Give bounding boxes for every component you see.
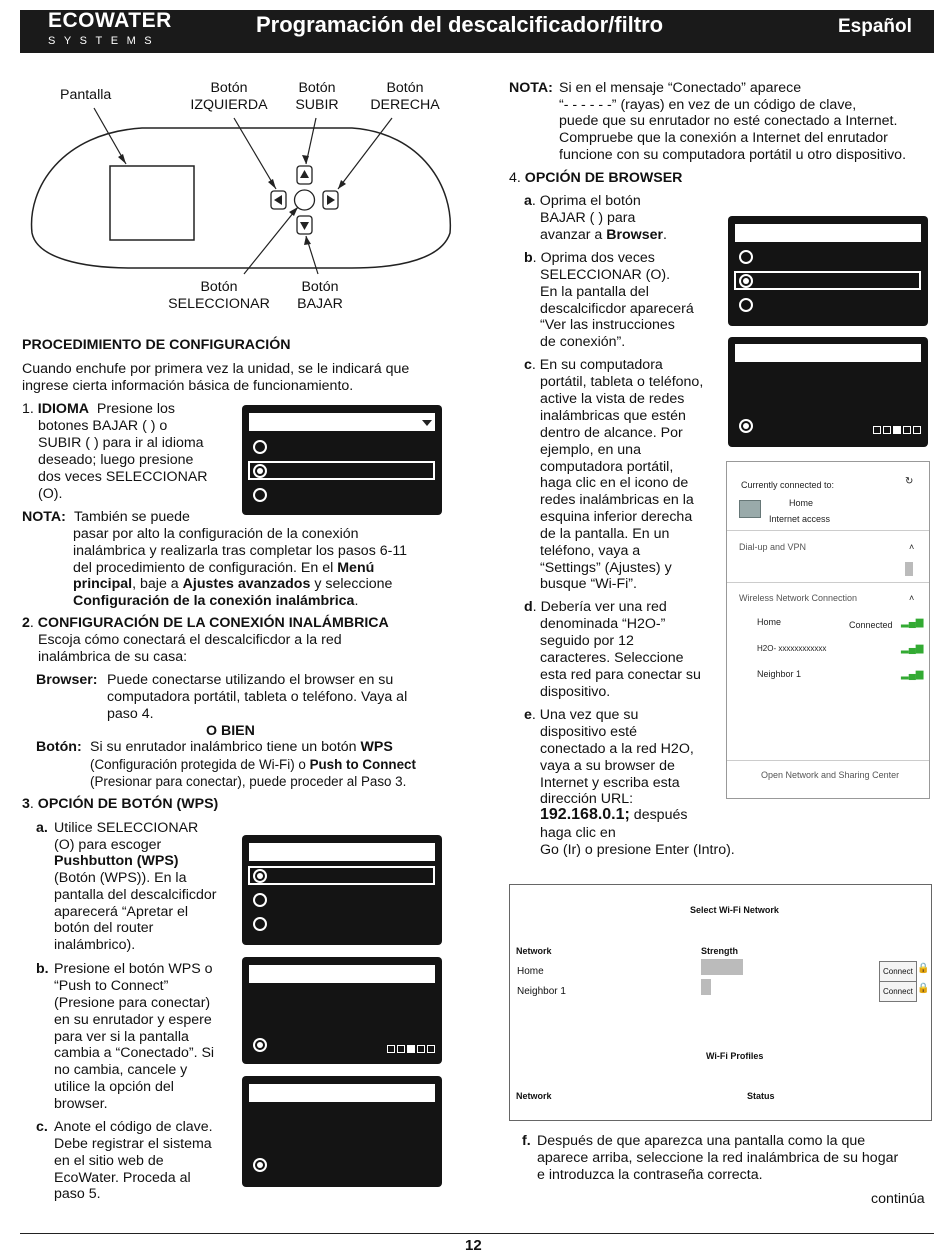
browser-line: Puede conectarse utilizando el browser en su [107,672,394,688]
step-4d-line: esta red para conectar su [540,667,701,683]
step-4c-line: portátil, tableta o teléfono, [540,374,704,390]
step-3c-label: c. [36,1119,48,1135]
connected-to-label: Currently connected to: [741,480,835,490]
step-3a-line: (Botón (WPS)). En la [54,870,187,886]
screen-wps-code [242,1076,442,1187]
screen-title-bar [249,413,435,431]
radio-selected-icon [739,419,753,433]
col-status: Status [747,1091,775,1101]
step-3a-bold: Pushbutton (WPS) [54,853,179,869]
col-network: Network [516,946,552,956]
footer-divider [20,1233,934,1234]
nota-line: inalámbrica y realizarla tras completar los pasos 6-11 [73,543,408,559]
boton-line: Si su enrutador inalámbrico tiene un botón WPS [90,739,393,755]
step-4c-line: de la pantalla. En un [540,526,670,542]
nota-right-line: Si en el mensaje “Conectado” aparece [559,80,802,96]
selection-box [248,461,435,480]
step-4e-line: Internet y escriba esta [540,775,680,791]
wifi-row-home[interactable]: Home [517,966,544,977]
selection-box [248,866,435,885]
boton-line: (Configuración protegida de Wi-Fi) o Push to Connect [90,757,416,772]
page-header [20,10,934,53]
label-seleccionar-2: SELECCIONAR [168,296,270,312]
screen-wps-waiting [242,957,442,1064]
current-network-name: Home [789,498,814,508]
brand-logo: ECOWATER [48,9,172,32]
step-4d-line: dispositivo. [540,684,611,700]
radio-icon [739,298,753,312]
step-3a-line: Utilice SELECCIONAR [54,820,199,836]
internet-access-label: Internet access [769,514,831,524]
refresh-icon[interactable]: ↻ [905,476,914,487]
step-4c: c. En su computadora [524,357,663,373]
step-3b-line: (Presione para conectar) [54,995,211,1011]
step-4f-line: aparece arriba, seleccione la red inalámbrica de su hogar [537,1150,899,1166]
radio-selected-icon [253,1158,267,1172]
radio-selected-icon [739,274,753,288]
step-4d-line: seguido por 12 [540,633,634,649]
radio-selected-icon [253,869,267,883]
boton-label: Botón: [36,739,82,755]
step-4c-line: teléfono, vaya a [540,543,641,559]
strength-bar [701,979,711,995]
step-2-heading: 2. CONFIGURACIÓN DE LA CONEXIÓN INALÁMBRICA [22,615,389,631]
step-4d-line: denominada “H2O-” [540,616,666,632]
signal-strength-secured-icon: ▂▄▆ [901,669,924,680]
screen-browser-option [728,216,928,326]
step-3b-label: b. [36,961,49,977]
step-3c-line: Debe registrar el sistema [54,1136,212,1152]
label-bajar-2: BAJAR [297,296,343,312]
wifi-row-neighbor[interactable]: Neighbor 1 [517,986,566,997]
brand-logo-sub: SYSTEMS [48,35,161,47]
step-2-line: Escoja cómo conectará el descalcificdor a la red [38,632,342,648]
selection-box [734,271,921,290]
browser-line: computadora portátil, tableta o teléfono. Vaya al [107,689,408,705]
intro-line-2: ingrese cierta información básica de funcionamiento. [22,378,354,394]
step-4c-line: ejemplo, en una [540,442,641,458]
label-derecha-2: DERECHA [370,97,440,113]
step-3a-line: (O) para escoger [54,837,162,853]
lock-icon: 🔒 [917,983,930,994]
step-4e-url: 192.168.0.1; después [540,806,688,823]
divider [727,530,929,531]
step-4f-label: f. [522,1133,531,1149]
radio-icon [253,893,267,907]
step-3b-line: para ver si la pantalla [54,1029,189,1045]
progress-dots-icon [385,1041,435,1058]
step-4e-line: conectado a la red H2O, [540,741,694,757]
nota-right-line: puede que su enrutador no esté conectado a Internet. [559,113,898,129]
nota-line: Configuración de la conexión inalámbrica. [73,593,359,609]
browser-label: Browser: [36,672,98,688]
wifi-network-home[interactable]: Home [757,617,782,627]
step-3b-line: “Push to Connect” [54,978,169,994]
step-3b-line: browser. [54,1096,108,1112]
windows-network-popup [726,461,930,799]
col-network-profiles: Network [516,1091,552,1101]
step-4d-line: caracteres. Seleccione [540,650,684,666]
nota-right-line: funcione con su computadora portátil u otro dispositivo. [559,147,907,163]
boton-line: (Presionar para conectar), puede proceder al Paso 3. [90,774,407,789]
connected-status: Connected [849,620,893,630]
o-bien: O BIEN [206,723,255,739]
step-3b-line: Presione el botón WPS o [54,961,213,977]
step-4c-line: haga clic en el icono de [540,475,689,491]
screen-title-bar [249,843,435,861]
screen-title-bar [249,965,435,983]
screen-title-bar [735,344,921,362]
page-number: 12 [465,1237,482,1254]
progress-dots-icon [871,422,921,439]
screen-wps [242,835,442,945]
step-1-line: botones BAJAR ( ) o [38,418,168,434]
step-4b-line: En la pantalla del [540,284,649,300]
step-4c-line: busque “Wi-Fi”. [540,576,637,592]
step-4d: d. Debería ver una red [524,599,667,615]
nota-right-line: Compruebe que la conexión a Internet del enrutador [559,130,888,146]
step-1-line: dos veces SELECCIONAR [38,469,208,485]
nota-line: del procedimiento de configuración. En el Menú [73,560,375,576]
step-3a-line: inalámbrico). [54,937,136,953]
lock-icon: 🔒 [917,963,930,974]
step-4c-line: esquina inferior derecha [540,509,693,525]
radio-icon [253,488,267,502]
step-4e-line: haga clic en [540,825,616,841]
step-4b-line: de conexión”. [540,334,626,350]
divider [727,760,929,761]
step-4e-line: Go (Ir) o presione Enter (Intro). [540,842,735,858]
nota-right-label: NOTA: [509,80,553,96]
label-pantalla: Pantalla [60,87,112,103]
step-3c-line: EcoWater. Proceda al [54,1170,191,1186]
label-izquierda-1: Botón [210,80,248,96]
network-computer-icon [739,500,761,518]
step-4c-line: computadora portátil, [540,459,674,475]
divider [727,582,929,583]
page-title: Programación del descalcificador/filtro [256,12,664,37]
wifi-network-h2o[interactable]: H2O- xxxxxxxxxxxx [757,644,827,653]
wireless-section[interactable]: Wireless Network Connection [739,593,858,603]
browser-wifi-page [509,884,932,1121]
step-4e-line: vaya a su browser de [540,758,675,774]
step-4c-line: dentro de alcance. Por [540,425,683,441]
browser-line: paso 4. [107,706,154,722]
screen-title-bar [249,1084,435,1102]
step-4c-line: active la vista de redes [540,391,685,407]
vpn-icon [905,562,913,576]
nota-right-line: “- - - - - -” (rayas) en vez de un código de clave, [559,97,857,113]
network-sharing-link[interactable]: Open Network and Sharing Center [761,770,900,780]
step-3c-line: Anote el código de clave. [54,1119,213,1135]
chevron-up-icon[interactable]: ˄ [909,593,915,603]
step-3b-line: en su enrutador y espere [54,1012,212,1028]
step-1-heading: 1. IDIOMA Presione los [22,401,175,417]
step-4b-line: descalcificdor aparecerá [540,301,694,317]
wifi-page-title: Select Wi-Fi Network [690,905,779,915]
screen-connection-instructions [728,337,928,447]
label-izquierda-2: IZQUIERDA [190,97,268,113]
step-3a-label: a. [36,820,48,836]
step-4e-line: dirección URL: [540,791,634,807]
screen-title-bar [735,224,921,242]
radio-selected-icon [253,464,267,478]
step-1-line: deseado; luego presione [38,452,194,468]
nota-line: También se puede [74,509,190,525]
label-seleccionar-1: Botón [200,279,238,295]
step-4a-line: avanzar a Browser. [540,227,667,243]
step-4b-line: “Ver las instrucciones [540,317,675,333]
label-derecha-1: Botón [386,80,424,96]
step-1-line: SUBIR ( ) para ir al idioma [38,435,204,451]
step-3a-line: aparecerá “Apretar el [54,904,189,920]
wifi-profiles-title: Wi-Fi Profiles [706,1051,764,1061]
continua-label: continúa [871,1191,925,1207]
step-4f-line: Después de que aparezca una pantalla como la que [537,1133,866,1149]
step-1-line: (O). [38,486,63,502]
step-4b: b. Oprima dos veces [524,250,655,266]
strength-bar [701,959,743,975]
step-4b-line: SELECCIONAR (O). [540,267,671,283]
section-title-procedimiento: PROCEDIMIENTO DE CONFIGURACIÓN [22,337,291,353]
nota-line: pasar por alto la configuración de la conexión [73,526,359,542]
radio-icon [253,917,267,931]
language-label: Español [838,16,912,37]
label-bajar-1: Botón [301,279,339,295]
step-4a-line: BAJAR ( ) para [540,210,636,226]
wifi-network-neighbor[interactable]: Neighbor 1 [757,669,802,679]
nota-label: NOTA: [22,509,66,525]
step-3b-line: utilice la opción del [54,1079,174,1095]
step-4a: a. Oprima el botón [524,193,641,209]
step-3c-line: en el sitio web de [54,1153,164,1169]
intro-line-1: Cuando enchufe por primera vez la unidad, se le indicará que [22,361,410,377]
step-3a-line: botón del router [54,920,154,936]
step-3-heading: 3. OPCIÓN DE BOTÓN (WPS) [22,796,219,812]
dropdown-arrow-icon [422,419,432,427]
step-4c-line: inalámbricas que estén [540,408,686,424]
label-subir-2: SUBIR [295,97,339,113]
step-3a-line: pantalla del descalcificdor [54,887,217,903]
step-2-line: inalámbrica de su casa: [38,649,188,665]
connect-button[interactable]: Connect [879,961,917,982]
screen-idioma [242,405,442,515]
radio-icon [739,250,753,264]
connect-button[interactable]: Connect [879,981,917,1002]
step-4c-line: “Settings” (Ajustes) y [540,560,672,576]
step-4e: e. Una vez que su [524,707,639,723]
step-4e-line: dispositivo esté [540,724,637,740]
control-panel-diagram [22,78,462,318]
dialup-section[interactable]: Dial-up and VPN [739,542,807,552]
radio-icon [253,440,267,454]
radio-selected-icon [253,1038,267,1052]
step-3b-line: no cambia, cancele y [54,1062,188,1078]
signal-strength-icon: ▂▄▆ [901,617,924,628]
step-3c-line: paso 5. [54,1186,101,1202]
signal-strength-icon: ▂▄▆ [901,643,924,654]
step-3b-line: cambia a “Conectado”. Si [54,1045,215,1061]
label-subir-1: Botón [298,80,336,96]
col-strength: Strength [701,946,738,956]
nota-line: principal, baje a Ajustes avanzados y seleccione [73,576,393,592]
step-4-heading: 4. OPCIÓN DE BROWSER [509,170,683,186]
step-4f-line: e introduzca la contraseña correcta. [537,1167,763,1183]
chevron-up-icon[interactable]: ˄ [909,542,915,552]
step-4c-line: redes inalámbricas en la [540,492,694,508]
